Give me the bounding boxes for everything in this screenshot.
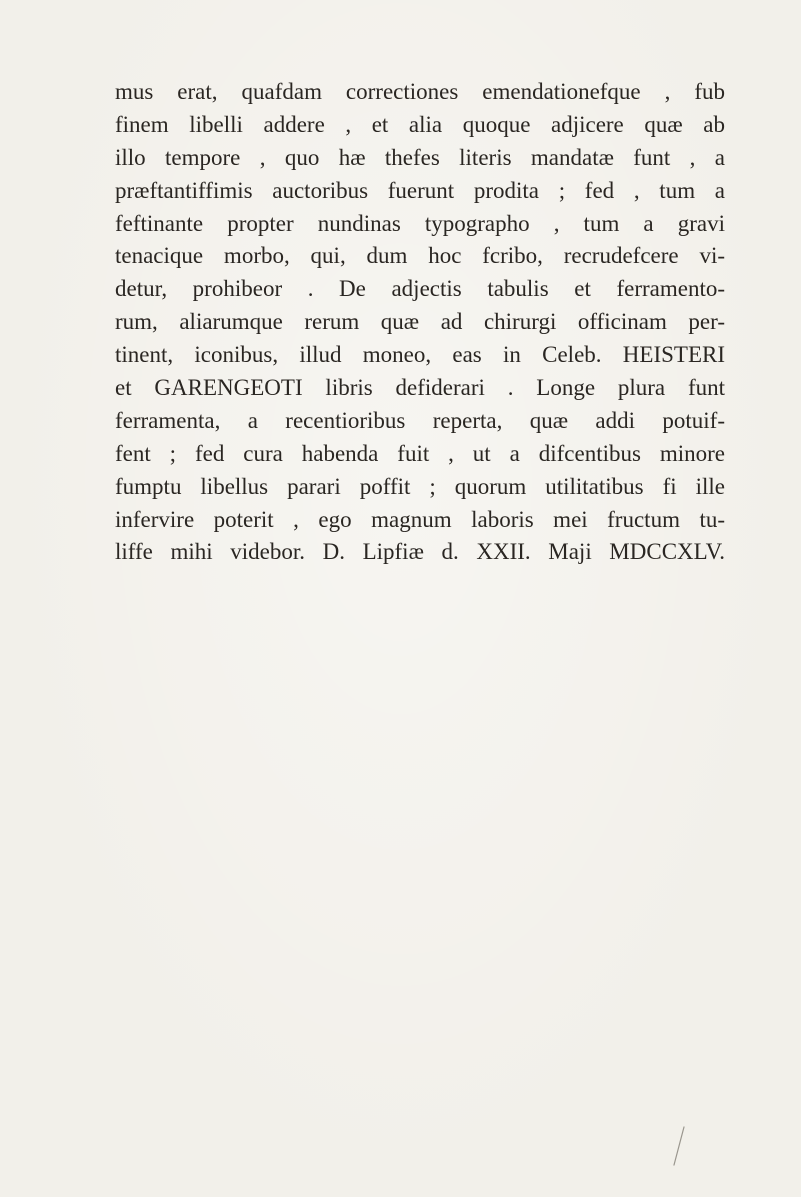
pencil-stroke-mark	[672, 1125, 686, 1167]
text-line: mus erat, quafdam correctiones emendationefque , fub	[115, 79, 725, 104]
text-line: ferramenta, a recentioribus reperta, quæ addi potuif-	[115, 407, 725, 433]
text-line: illo tempore , quo hæ thefes literis mandatæ funt , a	[115, 144, 725, 170]
body-text	[115, 76, 725, 569]
text-line: præftantiffimis auctoribus fuerunt prodita ; fed , tum a	[115, 177, 725, 203]
text-line: feftinante propter nundinas typographo , tum a gravi	[115, 210, 725, 236]
text-line: fent ; fed cura habenda fuit , ut a difcentibus minore	[115, 440, 725, 466]
text-line: fumptu libellus parari poffit ; quorum utilitatibus fi ille	[115, 473, 725, 499]
text-line: finem libelli addere , et alia quoque adjicere quæ ab	[115, 111, 725, 137]
text-line: detur, prohibeor . De adjectis tabulis et ferramento-	[115, 276, 725, 302]
text-line: tinent, iconibus, illud moneo, eas in Celeb. HEISTERI	[115, 342, 725, 368]
text-line: tenacique morbo, qui, dum hoc fcribo, recrudefcere vi-	[115, 243, 725, 269]
text-line: et GARENGEOTI libris defiderari . Longe plura funt	[115, 375, 725, 401]
text-line: rum, aliarumque rerum quæ ad chirurgi officinam per-	[115, 309, 725, 335]
text-line: infervire poterit , ego magnum laboris mei fructum tu-	[115, 506, 725, 532]
text-line: liffe mihi videbor. D. Lipfiæ d. XXII. Maji MDCCXLV.	[115, 539, 725, 565]
